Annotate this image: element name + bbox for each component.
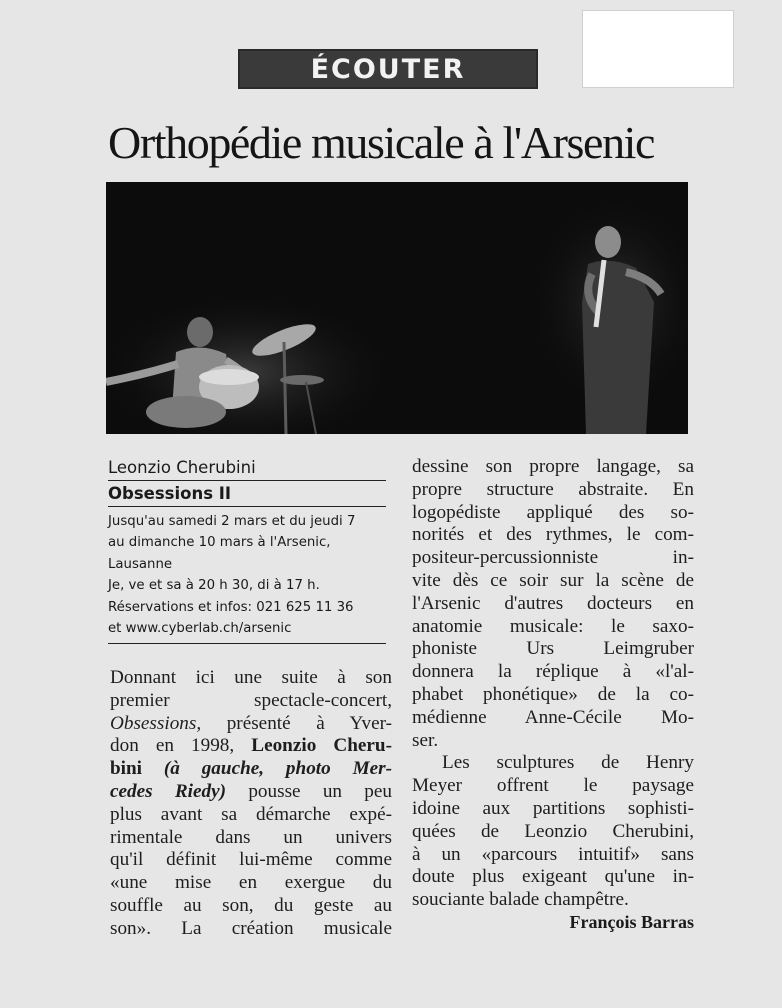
info-dates-line-1: Jusqu'au samedi 2 mars et du jeudi 7 xyxy=(108,514,356,529)
rubric-label: ÉCOUTER xyxy=(310,53,466,85)
info-artist: Leonzio Cherubini xyxy=(108,458,386,481)
info-reservations: Réservations et infos: 021 625 11 36 xyxy=(108,599,354,615)
text-line: donnera la réplique à «l'al- xyxy=(412,661,694,683)
text-line: vite dès ce soir sur la scène de xyxy=(412,569,694,591)
section-rubric xyxy=(238,49,538,89)
text-line: ser. xyxy=(412,729,439,751)
text-line: son». La création musicale xyxy=(110,917,392,939)
text-line: Obsessions, présenté à Yver- xyxy=(110,712,392,734)
text-line: positeur-percussionniste in- xyxy=(412,547,694,569)
text-line: Les sculptures de Henry xyxy=(442,752,694,774)
event-info-box xyxy=(108,458,386,644)
text-line: bini (à gauche, photo Mer- xyxy=(110,758,393,780)
text-line: rimentale dans un univers xyxy=(110,826,392,848)
text-line: qu'il définit lui-même comme xyxy=(110,849,392,871)
info-details xyxy=(108,507,386,639)
info-show-title: Obsessions II xyxy=(108,481,386,507)
text-line: à un «parcours intuitif» sans xyxy=(412,843,694,865)
text-line: premier spectacle-concert, xyxy=(110,689,392,711)
article-column-left xyxy=(110,667,392,941)
text-line: doute plus exigeant qu'une in- xyxy=(412,866,694,888)
article-headline: Orthopédie musicale à l'Arsenic xyxy=(108,117,655,168)
text-line: propre structure abstraite. En xyxy=(412,478,694,500)
concert-photo xyxy=(106,182,688,434)
info-bottom-rule xyxy=(108,639,386,644)
artist-name-bold: Leonzio Cheru- xyxy=(251,735,392,757)
text-line: norités et des rythmes, le com- xyxy=(412,524,694,546)
text-line: phoniste Urs Leimgruber xyxy=(412,638,694,660)
text-line: Meyer offrent le paysage xyxy=(412,775,694,797)
text-line: l'Arsenic d'autres docteurs en xyxy=(412,592,694,614)
info-website: et www.cyberlab.ch/arsenic xyxy=(108,621,292,637)
text-line: souciante balade champêtre. xyxy=(412,889,629,911)
text-line: plus avant sa démarche expé- xyxy=(110,803,392,825)
info-hours: Je, ve et sa à 20 h 30, di à 17 h. xyxy=(108,578,320,594)
text-line: phabet phonétique» de la co- xyxy=(412,683,694,705)
text-line: souffle au son, du geste au xyxy=(110,894,392,916)
text-line: Donnant ici une suite à son xyxy=(110,667,392,688)
show-title-italic: Obsessions, xyxy=(110,712,202,734)
info-city: Lausanne xyxy=(108,556,173,572)
text-line: «une mise en exergue du xyxy=(110,872,392,894)
text-line: anatomie musicale: le saxo- xyxy=(412,615,694,637)
text-line: dessine son propre langage, sa xyxy=(412,456,694,477)
text-line: médienne Anne-Cécile Mo- xyxy=(412,706,694,728)
text-line: quées de Leonzio Cherubini, xyxy=(412,820,694,842)
info-dates-line-2: au dimanche 10 mars à l'Arsenic, xyxy=(108,535,331,551)
article-column-right xyxy=(412,456,694,912)
blank-label-box xyxy=(582,10,734,88)
text-line: cedes Riedy) pousse un peu xyxy=(110,780,393,802)
text-line: logopédiste appliqué des so- xyxy=(412,501,694,523)
text-line: don en 1998, Leonzio Cheru- xyxy=(110,735,392,757)
author-signature: François Barras xyxy=(569,912,694,932)
photo-credit-italic: (à gauche, photo Mer- xyxy=(163,758,393,780)
text-line: idoine aux partitions sophisti- xyxy=(412,797,694,819)
